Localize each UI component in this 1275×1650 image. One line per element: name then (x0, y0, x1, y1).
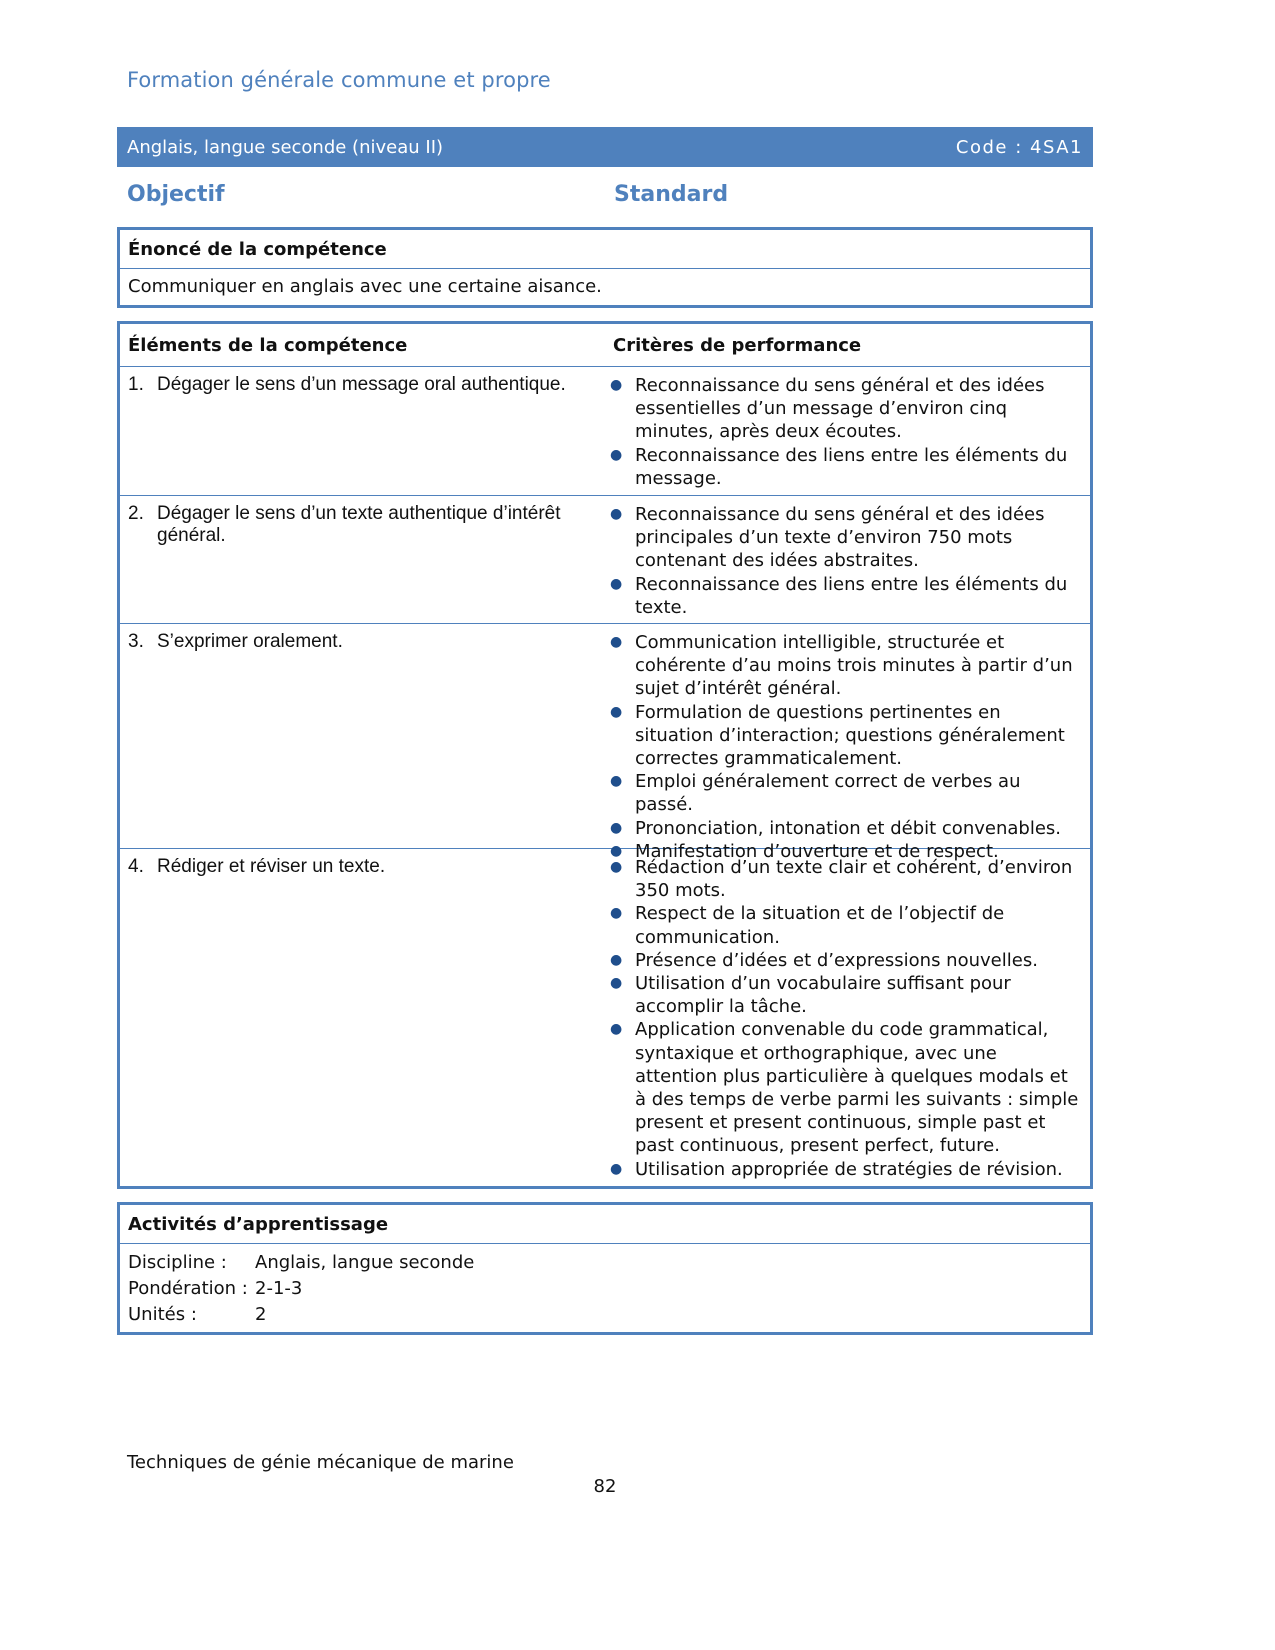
table-header-row (120, 324, 1090, 367)
standard-title: Standard (614, 182, 729, 207)
bullet-icon: ● (610, 575, 623, 592)
criterion-text: Utilisation d’un vocabulaire suffisant pour accomplir la tâche. (635, 973, 1011, 1018)
criterion-text: Communication intelligible, structurée et cohérente d’au moins trois minutes à partir d’un sujet d’intérêt général. (635, 632, 1073, 700)
criterion-text: Rédaction d’un texte clair et cohérent, d’environ 350 mots. (635, 857, 1073, 902)
criterion-text: Manifestation d’ouverture et de respect. (635, 840, 999, 862)
table-row (120, 496, 1090, 624)
learning-activities-box (117, 1202, 1093, 1335)
bullet-icon: ● (610, 506, 623, 522)
list-item (607, 1158, 1082, 1181)
learning-activities-details (120, 1244, 1090, 1334)
competence-element (120, 496, 607, 623)
competence-element (120, 849, 607, 1188)
table-body (120, 367, 1090, 1188)
list-item (607, 444, 1082, 490)
unites-value: 2 (255, 1304, 267, 1325)
criterion-text: Emploi généralement correct de verbes au passé. (635, 771, 1021, 816)
bullet-icon: ● (610, 951, 623, 968)
elements-column-header: Éléments de la compétence (128, 334, 408, 356)
competence-element (120, 367, 607, 495)
list-item (607, 573, 1082, 619)
element-text: Dégager le sens d’un texte authentique d’intérêt général. (157, 503, 561, 546)
bullet-icon: ● (610, 1160, 623, 1177)
list-item (607, 817, 1082, 840)
competence-statement-heading: Énoncé de la compétence (120, 230, 1090, 269)
criterion-text: Présence d’idées et d’expressions nouvelles. (635, 949, 1038, 971)
table-row (120, 367, 1090, 496)
bullet-icon: ● (610, 377, 623, 393)
ponderation-label: Pondération : (128, 1278, 248, 1299)
page-section-header: Formation générale commune et propre (127, 68, 551, 92)
performance-criteria-list (607, 849, 1090, 1188)
criterion-text: Application convenable du code grammatical, syntaxique et orthographique, avec une attention plus particulière à quelques modals et à des temps de verbe parmi les suivants : simple present et present continuous, simple past et past continuous, present perfect, future. (635, 1019, 1079, 1157)
bullet-icon: ● (610, 773, 623, 790)
criterion-text: Utilisation appropriée de stratégies de révision. (635, 1158, 1063, 1180)
unites-label: Unités : (128, 1304, 197, 1325)
element-number: 2. (128, 503, 144, 524)
footer-program-name: Techniques de génie mécanique de marine (127, 1452, 514, 1473)
bullet-icon: ● (610, 819, 623, 836)
criterion-text: Prononciation, intonation et débit convenables. (635, 817, 1061, 839)
element-number: 1. (128, 374, 144, 395)
learning-activities-heading: Activités d’apprentissage (120, 1205, 1090, 1244)
performance-criteria-list (607, 624, 1090, 862)
list-item (607, 503, 1082, 573)
table-row (120, 849, 1090, 1188)
discipline-row (128, 1250, 1082, 1276)
ponderation-value: 2-1-3 (255, 1278, 303, 1299)
course-title-bar (117, 127, 1093, 167)
bullet-icon: ● (610, 446, 623, 463)
list-item (607, 631, 1082, 701)
list-item (607, 902, 1082, 948)
criteria-column-header: Critères de performance (613, 334, 862, 356)
criterion-text: Reconnaissance du sens général et des idées principales d’un texte d’environ 750 mots contenant des idées abstraites. (635, 504, 1045, 572)
element-text: S’exprimer oralement. (157, 631, 343, 652)
competence-element (120, 624, 607, 848)
performance-criteria-list (607, 496, 1090, 623)
element-text: Dégager le sens d’un message oral authentique. (157, 374, 566, 395)
list-item (607, 972, 1082, 1018)
unites-row (128, 1302, 1082, 1328)
discipline-label: Discipline : (128, 1252, 227, 1273)
discipline-value: Anglais, langue seconde (255, 1252, 475, 1273)
bullet-icon: ● (610, 1021, 623, 1038)
criterion-text: Respect de la situation et de l’objectif de communication. (635, 903, 1005, 948)
list-item (607, 701, 1082, 771)
competence-elements-table (117, 321, 1093, 1189)
page-number: 82 (593, 1476, 617, 1497)
list-item (607, 949, 1082, 972)
element-number: 3. (128, 631, 144, 652)
list-item (607, 770, 1082, 816)
ponderation-row (128, 1276, 1082, 1302)
list-item (607, 1018, 1082, 1157)
element-number: 4. (128, 856, 144, 877)
list-item (607, 374, 1082, 444)
bullet-icon: ● (610, 634, 623, 650)
criterion-text: Reconnaissance des liens entre les éléments du texte. (635, 573, 1068, 618)
section-titles (127, 182, 1093, 212)
bullet-icon: ● (610, 905, 623, 922)
criterion-text: Reconnaissance des liens entre les éléments du message. (635, 444, 1068, 489)
bullet-icon: ● (610, 842, 623, 859)
bullet-icon: ● (610, 975, 623, 992)
criterion-text: Reconnaissance du sens général et des idées essentielles d’un message d’environ cinq minutes, après deux écoutes. (635, 375, 1045, 443)
course-title: Anglais, langue seconde (niveau II) (127, 136, 444, 158)
criterion-text: Formulation de questions pertinentes en situation d’interaction; questions généralement correctes grammaticalement. (635, 701, 1065, 770)
table-row (120, 624, 1090, 862)
bullet-icon: ● (610, 859, 623, 875)
competence-statement-box (117, 227, 1093, 308)
course-code: Code : 4SA1 (955, 136, 1083, 158)
bullet-icon: ● (610, 703, 623, 720)
performance-criteria-list (607, 367, 1090, 495)
list-item (607, 856, 1082, 902)
objectif-title: Objectif (127, 182, 225, 207)
element-text: Rédiger et réviser un texte. (157, 856, 386, 877)
competence-statement-text: Communiquer en anglais avec une certaine aisance. (128, 276, 602, 297)
